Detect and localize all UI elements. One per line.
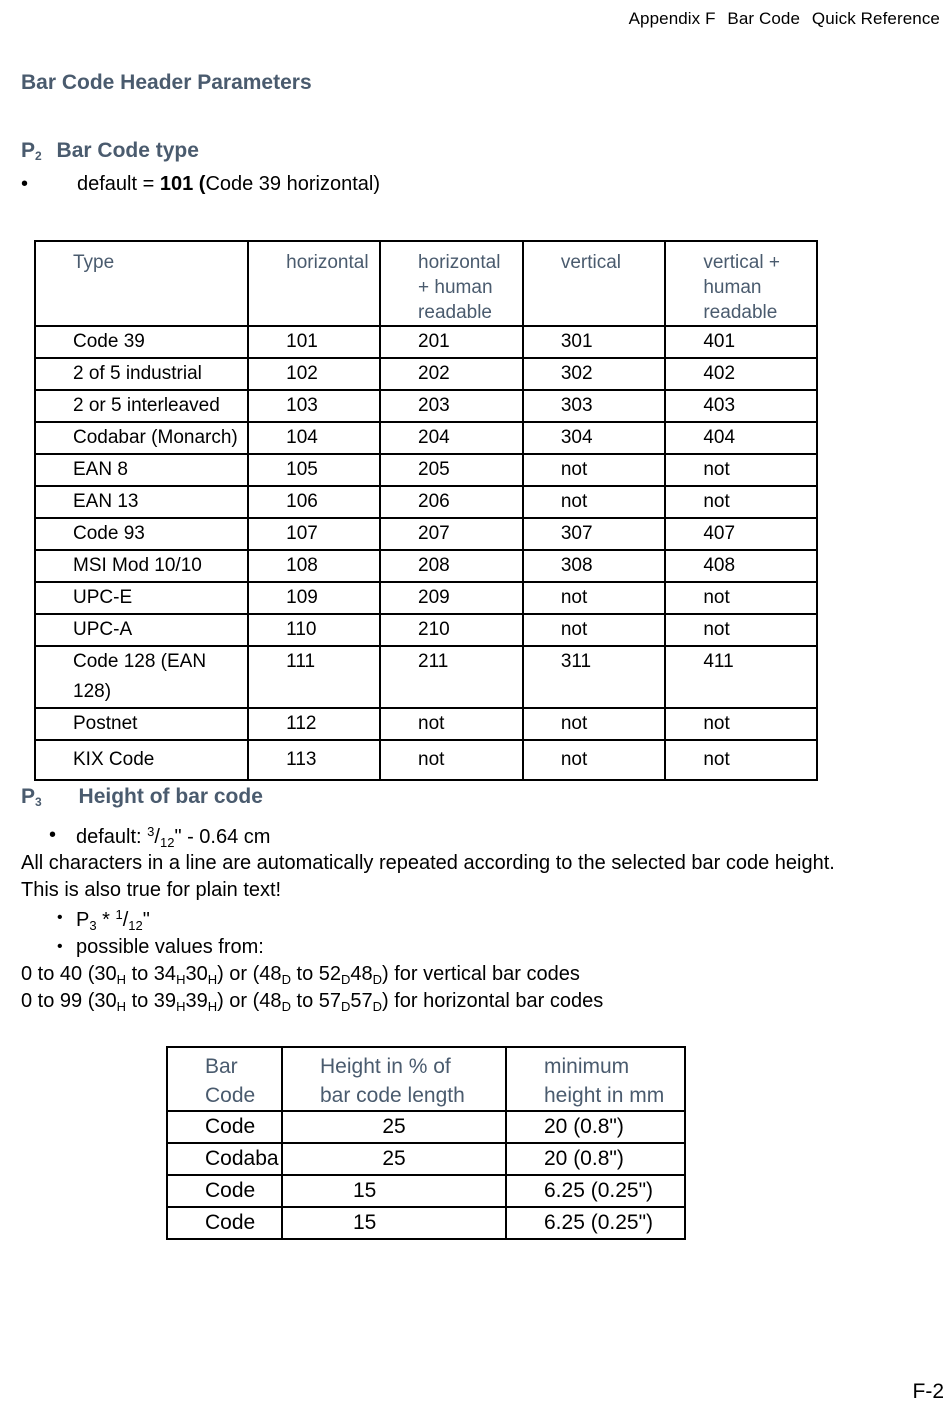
- barcode-type-table: [34, 240, 818, 781]
- table-row: [35, 454, 817, 486]
- range-text: 0 to 99 (30: [21, 990, 117, 1012]
- p3-values-bullet: [57, 936, 457, 959]
- table-cell: not: [523, 614, 666, 646]
- range-sub: H: [116, 999, 127, 1014]
- column-header: minimum height in mm: [506, 1047, 685, 1111]
- table-cell: 6.25 (0.25"): [506, 1175, 685, 1207]
- range-sub: D: [281, 999, 291, 1014]
- table-cell: 303: [523, 390, 666, 422]
- table-cell: 311: [523, 646, 666, 708]
- p3-formula-bullet: • $P_3 * ^1/_{12}$": [57, 907, 150, 933]
- table-cell: 206: [380, 486, 523, 518]
- p2-label: P: [21, 139, 36, 162]
- table-cell: not: [665, 614, 817, 646]
- table-cell: Codabar (Monarch): [35, 422, 248, 454]
- range-text: ) for vertical bar codes: [382, 963, 580, 985]
- p3-default-num: 3: [147, 824, 155, 839]
- table-cell: 6.25 (0.25"): [506, 1207, 685, 1239]
- p3-formula-mid: *: [96, 909, 116, 931]
- table-cell: 2 or 5 interleaved: [35, 390, 248, 422]
- table-cell: Code: [167, 1175, 282, 1207]
- table-cell: not: [380, 740, 523, 780]
- table-cell: 15: [282, 1207, 506, 1239]
- table-cell: Code: [167, 1111, 282, 1143]
- table-cell: not: [523, 708, 666, 740]
- table-cell: not: [523, 582, 666, 614]
- table-row: [35, 740, 817, 780]
- table-cell: 304: [523, 422, 666, 454]
- table-cell: 20 (0.8"): [506, 1111, 685, 1143]
- table-cell: 111: [248, 646, 380, 708]
- range-sub: D: [372, 972, 383, 987]
- table-cell: Codaba: [167, 1143, 282, 1175]
- barcode-type-table-body: [35, 241, 817, 780]
- table-cell: 109: [248, 582, 380, 614]
- range-text: ) or (48: [217, 963, 282, 985]
- table-cell: UPC-E: [35, 582, 248, 614]
- table-cell: not: [665, 486, 817, 518]
- bullet-dot-icon: •: [57, 909, 63, 926]
- p3-default-bullet: • default: $^3/_{12}$" - 0.64 cm: [49, 824, 271, 850]
- table-cell: 110: [248, 614, 380, 646]
- table-cell: 25: [282, 1111, 506, 1143]
- table-row: [35, 582, 817, 614]
- table-cell: not: [523, 454, 666, 486]
- table-cell: 307: [523, 518, 666, 550]
- table-cell: 105: [248, 454, 380, 486]
- table-cell: 15: [282, 1175, 506, 1207]
- column-header: horizontal + human readable: [380, 241, 523, 326]
- table-row: [167, 1175, 685, 1207]
- column-header: Height in % of bar code length: [282, 1047, 506, 1111]
- p3-title: Height of bar code: [78, 785, 263, 808]
- range-sub: H: [176, 999, 186, 1014]
- p3-range-vertical: [21, 963, 580, 987]
- table-cell: EAN 8: [35, 454, 248, 486]
- table-header-row: [35, 241, 817, 326]
- p3-label: P: [21, 785, 36, 808]
- table-cell: 204: [380, 422, 523, 454]
- table-cell: 205: [380, 454, 523, 486]
- p2-default-rest: Code 39 horizontal): [205, 173, 380, 195]
- table-cell: 408: [665, 550, 817, 582]
- column-header: Bar Code: [167, 1047, 282, 1111]
- range-sub: D: [341, 999, 351, 1014]
- table-cell: 203: [380, 390, 523, 422]
- running-head-topic: Bar Code: [727, 9, 801, 28]
- column-header: horizontal: [248, 241, 380, 326]
- table-cell: 2 of 5 industrial: [35, 358, 248, 390]
- table-row: [35, 708, 817, 740]
- table-cell: MSI Mod 10/10: [35, 550, 248, 582]
- table-cell: Code 93: [35, 518, 248, 550]
- table-cell: 308: [523, 550, 666, 582]
- table-cell: 404: [665, 422, 817, 454]
- p3-formula-num: 1: [115, 907, 123, 922]
- table-header-row: [167, 1047, 685, 1111]
- range-text: to 34: [126, 963, 177, 985]
- p2-default-bullet: [21, 173, 621, 196]
- table-cell: 104: [248, 422, 380, 454]
- table-cell: 209: [380, 582, 523, 614]
- table-row: [35, 358, 817, 390]
- table-cell: 20 (0.8"): [506, 1143, 685, 1175]
- range-sub: H: [116, 972, 127, 987]
- table-cell: 112: [248, 708, 380, 740]
- barcode-height-table: [166, 1046, 686, 1240]
- range-text: to 57: [290, 990, 341, 1012]
- range-sub: H: [176, 972, 186, 987]
- table-cell: not: [665, 582, 817, 614]
- table-cell: 108: [248, 550, 380, 582]
- page-number: F-2: [912, 1380, 944, 1403]
- range-text: ) for horizontal bar codes: [382, 990, 604, 1012]
- table-cell: not: [665, 708, 817, 740]
- table-row: [167, 1207, 685, 1239]
- p3-formula-sub: 3: [89, 918, 97, 933]
- table-cell: 107: [248, 518, 380, 550]
- range-sub: D: [281, 972, 291, 987]
- table-cell: Code 39: [35, 326, 248, 358]
- p2-heading: [21, 139, 199, 163]
- range-text: to 52: [290, 963, 341, 985]
- p3-formula-p: P: [76, 909, 90, 931]
- table-row: [35, 486, 817, 518]
- table-cell: 208: [380, 550, 523, 582]
- p3-label-sub: 3: [35, 795, 42, 809]
- table-cell: not: [523, 486, 666, 518]
- p3-formula-end: ": [142, 909, 150, 931]
- p3-default-prefix: default:: [76, 826, 148, 848]
- table-row: [167, 1143, 685, 1175]
- bullet-dot-icon: •: [21, 173, 29, 195]
- p3-range-horizontal: [21, 990, 603, 1014]
- p3-formula-den: 12: [128, 918, 143, 933]
- range-text: ) or (48: [217, 990, 282, 1012]
- range-text: 0 to 40 (30: [21, 963, 117, 985]
- column-header: Type: [35, 241, 248, 326]
- p3-default-rest: " - 0.64 cm: [174, 826, 271, 848]
- section-title: Bar Code Header Parameters: [21, 71, 312, 94]
- table-cell: not: [665, 454, 817, 486]
- bullet-dot-icon: •: [49, 824, 57, 846]
- table-cell: 210: [380, 614, 523, 646]
- range-text: 39: [185, 990, 208, 1012]
- range-sub: H: [207, 972, 218, 987]
- p2-default-value: 101 (: [159, 173, 206, 195]
- table-cell: 411: [665, 646, 817, 708]
- table-cell: 401: [665, 326, 817, 358]
- table-cell: 201: [380, 326, 523, 358]
- table-row: [35, 422, 817, 454]
- bullet-dot-icon: •: [57, 938, 63, 955]
- p3-default-den: 12: [159, 835, 175, 850]
- range-text: to 39: [126, 990, 177, 1012]
- table-cell: 202: [380, 358, 523, 390]
- p3-values-label: possible values from:: [76, 936, 264, 958]
- table-cell: 207: [380, 518, 523, 550]
- table-row: [35, 550, 817, 582]
- range-text: 48: [350, 963, 373, 985]
- table-row: [35, 518, 817, 550]
- table-cell: KIX Code: [35, 740, 248, 780]
- p2-title: Bar Code type: [56, 139, 199, 162]
- running-head-quickref: Quick Reference: [811, 9, 940, 28]
- table-cell: 103: [248, 390, 380, 422]
- table-cell: Postnet: [35, 708, 248, 740]
- table-row: [35, 390, 817, 422]
- table-cell: 25: [282, 1143, 506, 1175]
- table-row: [167, 1111, 685, 1143]
- column-header: vertical: [523, 241, 666, 326]
- table-row: [35, 326, 817, 358]
- table-cell: 113: [248, 740, 380, 780]
- table-cell: UPC-A: [35, 614, 248, 646]
- barcode-height-table-body: [167, 1047, 685, 1239]
- range-sub: H: [207, 999, 218, 1014]
- range-sub: D: [341, 972, 351, 987]
- range-sub: D: [372, 999, 383, 1014]
- table-row: [35, 614, 817, 646]
- running-head: [622, 9, 940, 29]
- table-cell: 403: [665, 390, 817, 422]
- table-cell: 407: [665, 518, 817, 550]
- p3-text-line2: This is also true for plain text!: [21, 879, 282, 901]
- table-cell: not: [380, 708, 523, 740]
- table-cell: 101: [248, 326, 380, 358]
- table-cell: Code 128 (EAN 128): [35, 646, 248, 708]
- table-cell: 102: [248, 358, 380, 390]
- table-cell: EAN 13: [35, 486, 248, 518]
- range-text: 57: [350, 990, 373, 1012]
- table-row: [35, 646, 817, 708]
- table-cell: not: [665, 740, 817, 780]
- table-cell: 402: [665, 358, 817, 390]
- column-header: vertical + human readable: [665, 241, 817, 326]
- table-cell: 106: [248, 486, 380, 518]
- table-cell: Code: [167, 1207, 282, 1239]
- p3-text-line1: All characters in a line are automatically repeated according to the selected bar code height.: [21, 852, 835, 874]
- p3-heading: [21, 785, 263, 809]
- range-text: 30: [185, 963, 208, 985]
- table-cell: 211: [380, 646, 523, 708]
- table-cell: 302: [523, 358, 666, 390]
- table-cell: 301: [523, 326, 666, 358]
- p2-default-prefix: default =: [77, 173, 160, 195]
- table-cell: not: [523, 740, 666, 780]
- p2-label-sub: 2: [35, 149, 42, 163]
- running-head-appendix: Appendix F: [628, 9, 716, 28]
